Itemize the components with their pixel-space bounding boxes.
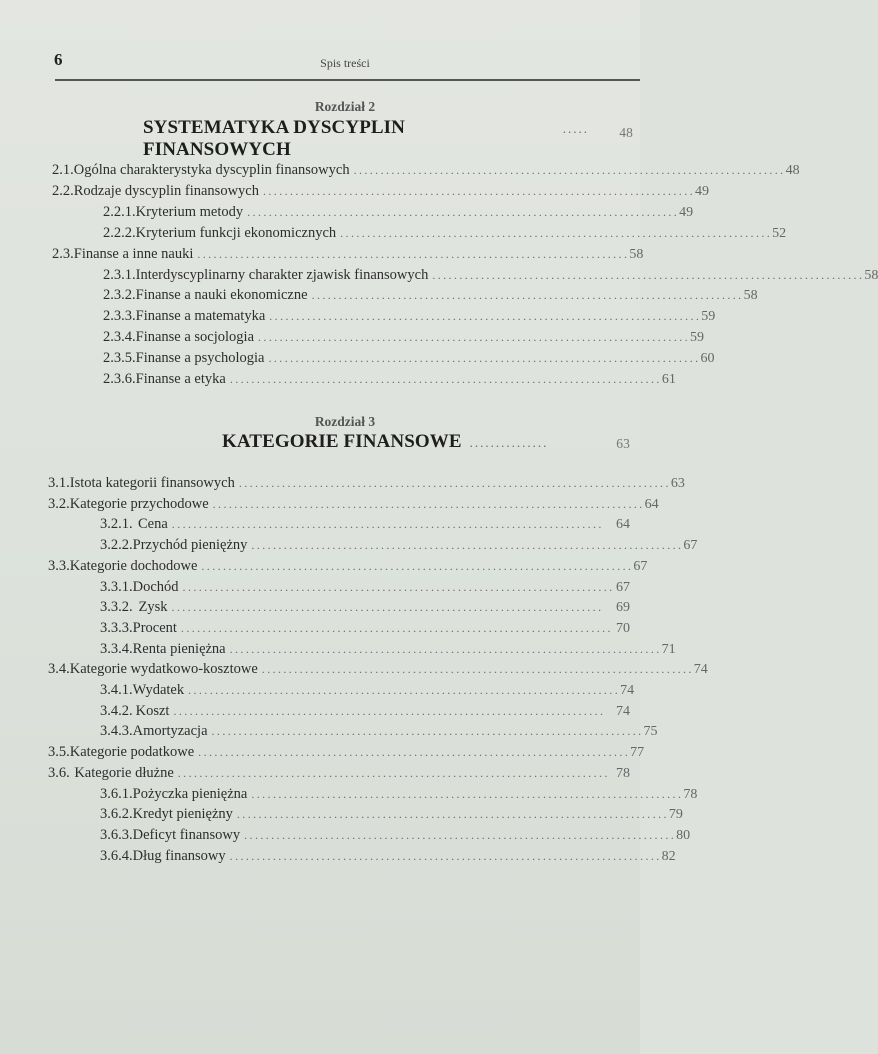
entry-number: 2.3.5. xyxy=(103,350,136,367)
entry-number: 3.5. xyxy=(48,744,70,761)
entry-title: Kategorie dochodowe xyxy=(69,557,198,574)
running-title: Spis treści xyxy=(320,56,370,70)
entry-page: 74 xyxy=(620,683,635,698)
entry-page: 67 xyxy=(633,558,648,574)
entry-page: 64 xyxy=(616,517,630,533)
entry-number: 2.3. xyxy=(52,245,74,262)
entry-page: 61 xyxy=(661,372,676,387)
dot-leader: ................................................................................ xyxy=(201,558,634,573)
chapter-page: 48 xyxy=(619,125,633,140)
dot-leader: ................................................................................ xyxy=(198,745,631,760)
toc-entry xyxy=(103,308,716,328)
entry-number: 2.2.2. xyxy=(103,224,136,241)
entry-number: 3.6.3. xyxy=(100,826,133,843)
toc-entry xyxy=(100,682,635,702)
entry-title: Rodzaje dyscyplin finansowych xyxy=(73,182,259,199)
dot-leader: ................................................................................ xyxy=(268,351,701,366)
entry-page: 49 xyxy=(695,183,709,199)
entry-page: 78 xyxy=(683,786,698,802)
toc-entry xyxy=(103,371,676,391)
dot-leader: ............... xyxy=(469,435,549,450)
entry-page: 67 xyxy=(683,538,698,554)
entry-page: 74 xyxy=(616,703,630,719)
entry-title: Finanse a etyka xyxy=(135,371,226,387)
dot-leader: ................................................................................ xyxy=(171,600,604,615)
page-number: 6 xyxy=(54,50,63,69)
entry-number: 3.6.4. xyxy=(100,847,133,864)
entry-title: Finanse a matematyka xyxy=(135,308,266,325)
toc-entry xyxy=(100,640,676,661)
entry-title: Renta pieniężna xyxy=(132,640,226,657)
entry-number: 3.2.2. xyxy=(100,537,133,554)
entry-page: 69 xyxy=(616,600,630,616)
entry-title: Kredyt pieniężny xyxy=(132,806,233,823)
entry-title: Kryterium metody xyxy=(135,203,244,220)
entry-number: 3.1. xyxy=(48,475,70,491)
dot-leader: ................................................................................ xyxy=(188,683,621,697)
entry-title: Koszt xyxy=(135,702,170,719)
entry-number: 3.2.1. xyxy=(100,516,133,533)
entry-title: Ogólna charakterystyka dyscyplin finansowych xyxy=(73,162,350,178)
entry-title: Finanse a psychologia xyxy=(135,350,265,367)
entry-title: Kryterium funkcji ekonomicznych xyxy=(135,224,337,241)
toc-entry xyxy=(103,224,787,245)
entry-title: Amortyzacja xyxy=(132,723,208,740)
chapter-title-text: SYSTEMATYKA DYSCYPLIN FINANSOWYCH xyxy=(143,117,405,160)
dot-leader: ................................................................................ xyxy=(197,246,630,261)
toc-entry xyxy=(52,162,800,182)
dot-leader: ................................................................................ xyxy=(432,267,865,282)
toc-entry xyxy=(100,516,630,536)
toc-entry xyxy=(100,620,630,640)
entry-page: 49 xyxy=(679,204,694,220)
entry-number: 3.6. xyxy=(48,764,70,781)
toc-entry xyxy=(103,203,694,224)
dot-leader: ................................................................................ xyxy=(238,476,671,490)
chapter-title-text: KATEGORIE FINANSOWE xyxy=(222,431,462,452)
entry-page: 79 xyxy=(668,807,683,823)
toc-entry xyxy=(52,182,709,203)
entry-number: 2.3.4. xyxy=(103,329,136,346)
entry-page: 75 xyxy=(643,724,658,740)
entry-number: 2.1. xyxy=(52,162,74,178)
chapter-2-title xyxy=(143,117,633,161)
entry-page: 67 xyxy=(616,579,630,595)
toc-entry xyxy=(100,826,691,847)
entry-number: 3.2. xyxy=(48,495,70,512)
chapter-2-label: Rozdział 2 xyxy=(314,99,376,114)
entry-number: 2.3.3. xyxy=(103,308,136,325)
dot-leader: ................................................................................ xyxy=(177,765,610,780)
toc-entry xyxy=(52,245,644,266)
entry-title: Kategorie dłużne xyxy=(74,764,174,781)
toc-entry xyxy=(100,703,630,723)
dot-leader: ................................................................................ xyxy=(247,204,680,219)
dot-leader: ................................................................................ xyxy=(182,579,615,594)
toc-entry xyxy=(103,350,715,370)
entry-page: 60 xyxy=(700,351,715,367)
entry-page: 58 xyxy=(864,267,878,283)
dot-leader: ................................................................................ xyxy=(229,641,662,656)
entry-title: Cena xyxy=(138,516,168,533)
entry-page: 63 xyxy=(670,476,685,491)
dot-leader: ................................................................................ xyxy=(263,183,695,198)
dot-leader: ................................................................................ xyxy=(269,309,702,324)
entry-number: 3.3.4. xyxy=(100,640,133,657)
toc-entry xyxy=(48,495,659,516)
toc-entry xyxy=(100,537,698,557)
toc-entry xyxy=(48,744,645,764)
entry-page: 59 xyxy=(701,309,716,325)
dot-leader: ................................................................................ xyxy=(251,786,684,801)
entry-number: 3.4. xyxy=(48,661,70,678)
dot-leader: ................................................................................ xyxy=(229,848,662,863)
dot-leader: ................................................................................ xyxy=(236,807,669,822)
entry-title: Procent xyxy=(132,619,177,636)
header-rule xyxy=(55,79,640,81)
toc-entry xyxy=(48,475,685,495)
entry-page: 48 xyxy=(785,163,800,178)
dot-leader: ................................................................................ xyxy=(244,827,677,842)
entry-title: Wydatek xyxy=(132,682,185,698)
entry-title: Dochód xyxy=(132,578,179,595)
toc-entry xyxy=(100,579,630,599)
entry-page: 64 xyxy=(644,496,659,512)
chapter-3-label: Rozdział 3 xyxy=(314,414,376,429)
entry-number: 3.4.1. xyxy=(100,682,133,698)
entry-title: Kategorie przychodowe xyxy=(69,495,209,512)
dot-leader: ................................................................................ xyxy=(173,703,606,718)
entry-number: 3.3.3. xyxy=(100,619,133,636)
dot-leader: ................................................................................ xyxy=(180,620,613,635)
toc-entry xyxy=(100,847,676,868)
dot-leader: ................................................................................ xyxy=(229,372,662,386)
dot-leader: ................................................................................ xyxy=(311,288,744,303)
entry-title: Kategorie wydatkowo-kosztowe xyxy=(69,661,258,678)
toc-entry xyxy=(100,785,698,806)
toc-entry xyxy=(100,599,630,619)
toc-entry xyxy=(103,287,758,307)
chapter-3-title xyxy=(222,431,630,453)
chapter-page: 63 xyxy=(616,436,630,451)
entry-number: 3.6.1. xyxy=(100,785,133,802)
entry-page: 52 xyxy=(772,225,787,241)
entry-page: 70 xyxy=(616,620,630,636)
entry-title: Interdyscyplinarny charakter zjawisk finansowych xyxy=(135,266,429,283)
dot-leader: ................................................................................ xyxy=(212,496,645,511)
entry-page: 80 xyxy=(676,827,691,843)
dot-leader: ................................................................................ xyxy=(261,662,694,677)
entry-number: 3.3.1. xyxy=(100,578,133,595)
entry-title: Dług finansowy xyxy=(132,847,226,864)
entry-title: Finanse a nauki ekonomiczne xyxy=(135,287,308,304)
toc-entry xyxy=(103,266,878,287)
entry-number: 3.4.3. xyxy=(100,723,133,740)
entry-number: 2.2. xyxy=(52,182,74,199)
entry-page: 58 xyxy=(629,246,644,262)
entry-page: 58 xyxy=(743,288,758,304)
entry-number: 3.3.2. xyxy=(100,599,133,616)
dot-leader: ..... xyxy=(562,121,589,136)
toc-entry xyxy=(48,557,648,578)
entry-title: Kategorie podatkowe xyxy=(69,744,195,761)
dot-leader: ................................................................................ xyxy=(251,538,684,553)
toc-entry xyxy=(100,723,658,743)
entry-title: Istota kategorii finansowych xyxy=(69,475,235,491)
entry-title: Przychód pieniężny xyxy=(132,537,248,554)
toc-entry xyxy=(48,765,630,785)
entry-page: 82 xyxy=(661,848,676,864)
entry-number: 3.4.2. xyxy=(100,702,133,719)
entry-title: Deficyt finansowy xyxy=(132,826,241,843)
entry-title: Pożyczka pieniężna xyxy=(132,785,248,802)
entry-page: 78 xyxy=(616,765,630,781)
entry-page: 59 xyxy=(690,330,705,346)
entry-title: Finanse a socjologia xyxy=(135,329,255,346)
entry-title: Finanse a inne nauki xyxy=(73,245,194,262)
dot-leader: ................................................................................ xyxy=(171,517,604,532)
entry-number: 2.3.2. xyxy=(103,287,136,304)
dot-leader: ................................................................................ xyxy=(258,330,691,345)
toc-entry xyxy=(100,806,683,826)
entry-number: 2.3.1. xyxy=(103,266,136,283)
toc-entry xyxy=(48,661,708,681)
entry-page: 77 xyxy=(630,745,645,761)
dot-leader: ................................................................................ xyxy=(340,225,773,240)
entry-title: Zysk xyxy=(138,599,168,616)
entry-number: 3.6.2. xyxy=(100,806,133,823)
entry-page: 71 xyxy=(661,641,676,657)
entry-page: 74 xyxy=(693,662,708,678)
entry-number: 2.2.1. xyxy=(103,203,136,220)
toc-entry xyxy=(103,329,705,349)
entry-number: 3.3. xyxy=(48,557,70,574)
entry-number: 2.3.6. xyxy=(103,371,136,387)
dot-leader: ................................................................................ xyxy=(353,163,786,177)
dot-leader: ................................................................................ xyxy=(211,724,644,739)
